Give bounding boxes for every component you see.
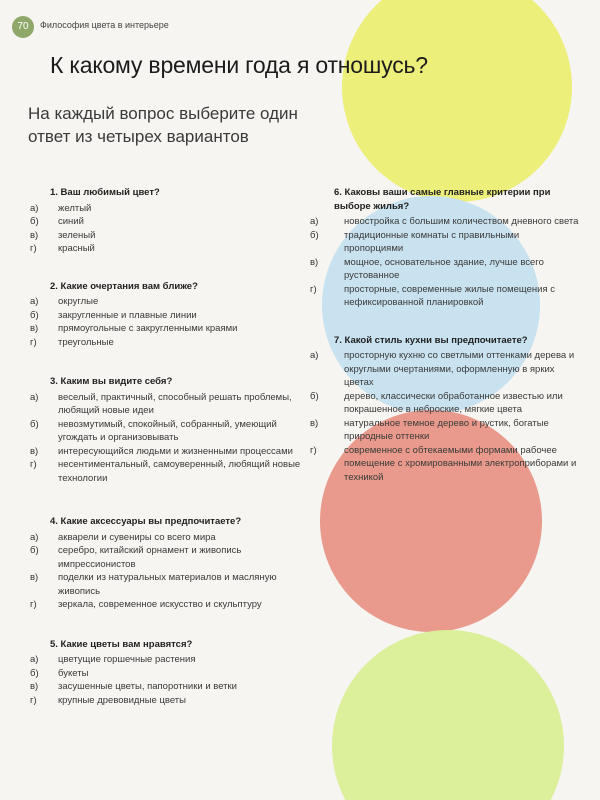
option-letter: в) <box>30 445 39 457</box>
option-text: просторную кухню со светлыми оттенками дерева и округлыми очертаниями, оформленную в ярких цветах <box>344 350 575 388</box>
question-4 <box>30 515 310 612</box>
option-letter: а) <box>310 216 319 227</box>
answer-option <box>310 349 580 390</box>
option-text: традиционные комнаты с правильными пропорциями <box>344 229 520 254</box>
answer-option <box>30 336 310 350</box>
option-text: букеты <box>58 667 89 679</box>
answer-option <box>310 256 580 283</box>
option-letter: б) <box>30 545 39 556</box>
option-text: красный <box>58 243 95 254</box>
question-title: 2. Какие очертания вам ближе? <box>50 280 198 292</box>
answer-option <box>30 598 310 612</box>
answer-option <box>30 667 310 681</box>
answer-option <box>30 694 310 708</box>
option-text: мощное, основательное здание, лучше всего рустованное <box>344 256 544 281</box>
page-subtitle: На каждый вопрос выберите один ответ из четырех вариантов <box>28 104 298 146</box>
option-text: треугольные <box>58 336 114 348</box>
option-letter: г) <box>30 459 37 470</box>
option-text: засушенные цветы, папоротники и ветки <box>58 681 237 692</box>
option-text: синий <box>58 216 84 227</box>
answer-option <box>30 571 310 598</box>
option-text: прямоугольные с закругленными краями <box>58 323 238 334</box>
option-letter: в) <box>310 256 319 268</box>
option-letter: б) <box>310 229 319 241</box>
answer-option <box>30 295 310 309</box>
option-text: акварели и сувениры со всего мира <box>58 531 216 543</box>
option-letter: б) <box>30 418 39 430</box>
option-text: зеленый <box>58 229 96 241</box>
option-text: крупные древовидные цветы <box>58 694 186 706</box>
question-title: 7. Какой стиль кухни вы предпочитаете? <box>334 334 528 346</box>
option-text: натуральное темное дерево и рустик, богатые природные оттенки <box>344 417 549 442</box>
question-title: 5. Какие цветы вам нравятся? <box>50 638 193 650</box>
question-2 <box>30 280 310 350</box>
yellow-circle <box>342 0 572 202</box>
option-letter: г) <box>30 599 37 610</box>
question-title: 3. Каким вы видите себя? <box>50 376 173 387</box>
answer-option <box>30 458 310 485</box>
option-text: новостройка с большим количеством дневного света <box>344 216 579 227</box>
answer-option <box>30 229 310 243</box>
answer-option <box>310 229 580 256</box>
option-letter: б) <box>310 390 319 402</box>
answer-option <box>310 417 580 444</box>
answer-option <box>30 418 310 445</box>
option-letter: а) <box>30 202 39 214</box>
question-3 <box>30 375 310 485</box>
option-letter: а) <box>30 296 39 307</box>
option-letter: г) <box>310 444 317 456</box>
question-5 <box>30 638 310 708</box>
page-number: 70 <box>12 16 34 38</box>
green-circle <box>332 630 564 800</box>
option-text: серебро, китайский орнамент и живопись импрессионистов <box>58 545 242 570</box>
option-letter: а) <box>30 654 39 665</box>
page-title: К какому времени года я отношусь? <box>50 52 428 78</box>
option-letter: а) <box>30 531 39 543</box>
answer-option <box>30 544 310 571</box>
option-letter: б) <box>30 216 39 227</box>
answer-option <box>310 444 580 485</box>
option-letter: г) <box>30 243 37 254</box>
option-text: просторные, современные жилые помещения с нефиксированной планировкой <box>344 283 555 308</box>
question-7 <box>310 334 580 485</box>
answer-option <box>30 215 310 229</box>
question-6 <box>310 186 580 310</box>
option-letter: г) <box>310 283 317 295</box>
answer-option <box>30 309 310 323</box>
running-head: Философия цвета в интерьере <box>40 20 169 30</box>
answer-option <box>30 445 310 459</box>
option-letter: б) <box>30 309 39 321</box>
option-letter: б) <box>30 667 39 679</box>
option-letter: а) <box>310 350 319 361</box>
answer-option <box>30 322 310 336</box>
option-letter: г) <box>30 336 37 348</box>
question-title: 6. Каковы ваши самые главные критерии при выборе жилья? <box>334 187 551 212</box>
answer-option <box>310 283 580 310</box>
option-text: зеркала, современное искусство и скульптуру <box>58 599 262 610</box>
answer-option <box>30 653 310 667</box>
option-text: дерево, классически обработанное известью или покрашенное в неброские, мягкие цвета <box>344 390 563 415</box>
right-column <box>310 186 580 506</box>
option-letter: а) <box>30 391 39 403</box>
option-letter: в) <box>30 572 39 583</box>
answer-option <box>310 215 580 229</box>
option-text: веселый, практичный, способный решать проблемы, любящий новые идеи <box>58 391 292 416</box>
answer-option <box>30 680 310 694</box>
option-letter: в) <box>30 681 39 692</box>
option-letter: в) <box>30 323 39 334</box>
option-text: интересующийся людьми и жизненными процессами <box>58 445 293 457</box>
option-letter: в) <box>310 417 319 429</box>
answer-option <box>30 202 310 216</box>
option-text: невозмутимый, спокойный, собранный, умеющий угождать и организовывать <box>58 418 277 443</box>
option-text: цветущие горшечные растения <box>58 654 196 665</box>
option-letter: г) <box>30 694 37 706</box>
option-text: несентиментальный, самоуверенный, любящий новые технологии <box>58 459 301 484</box>
answer-option <box>310 390 580 417</box>
option-text: округлые <box>58 296 99 307</box>
question-title: 1. Ваш любимый цвет? <box>50 187 160 198</box>
answer-option <box>30 531 310 545</box>
answer-option <box>30 242 310 256</box>
option-text: современное с обтекаемыми формами рабочее помещение с хромированными электроприборами и техникой <box>344 444 577 483</box>
question-title: 4. Какие аксессуары вы предпочитаете? <box>50 516 242 527</box>
option-text: желтый <box>58 202 92 214</box>
left-column <box>30 186 310 729</box>
option-text: закругленные и плавные линии <box>58 309 197 321</box>
option-letter: в) <box>30 229 39 241</box>
question-1 <box>30 186 310 256</box>
answer-option <box>30 391 310 418</box>
option-text: поделки из натуральных материалов и масляную живопись <box>58 572 277 597</box>
